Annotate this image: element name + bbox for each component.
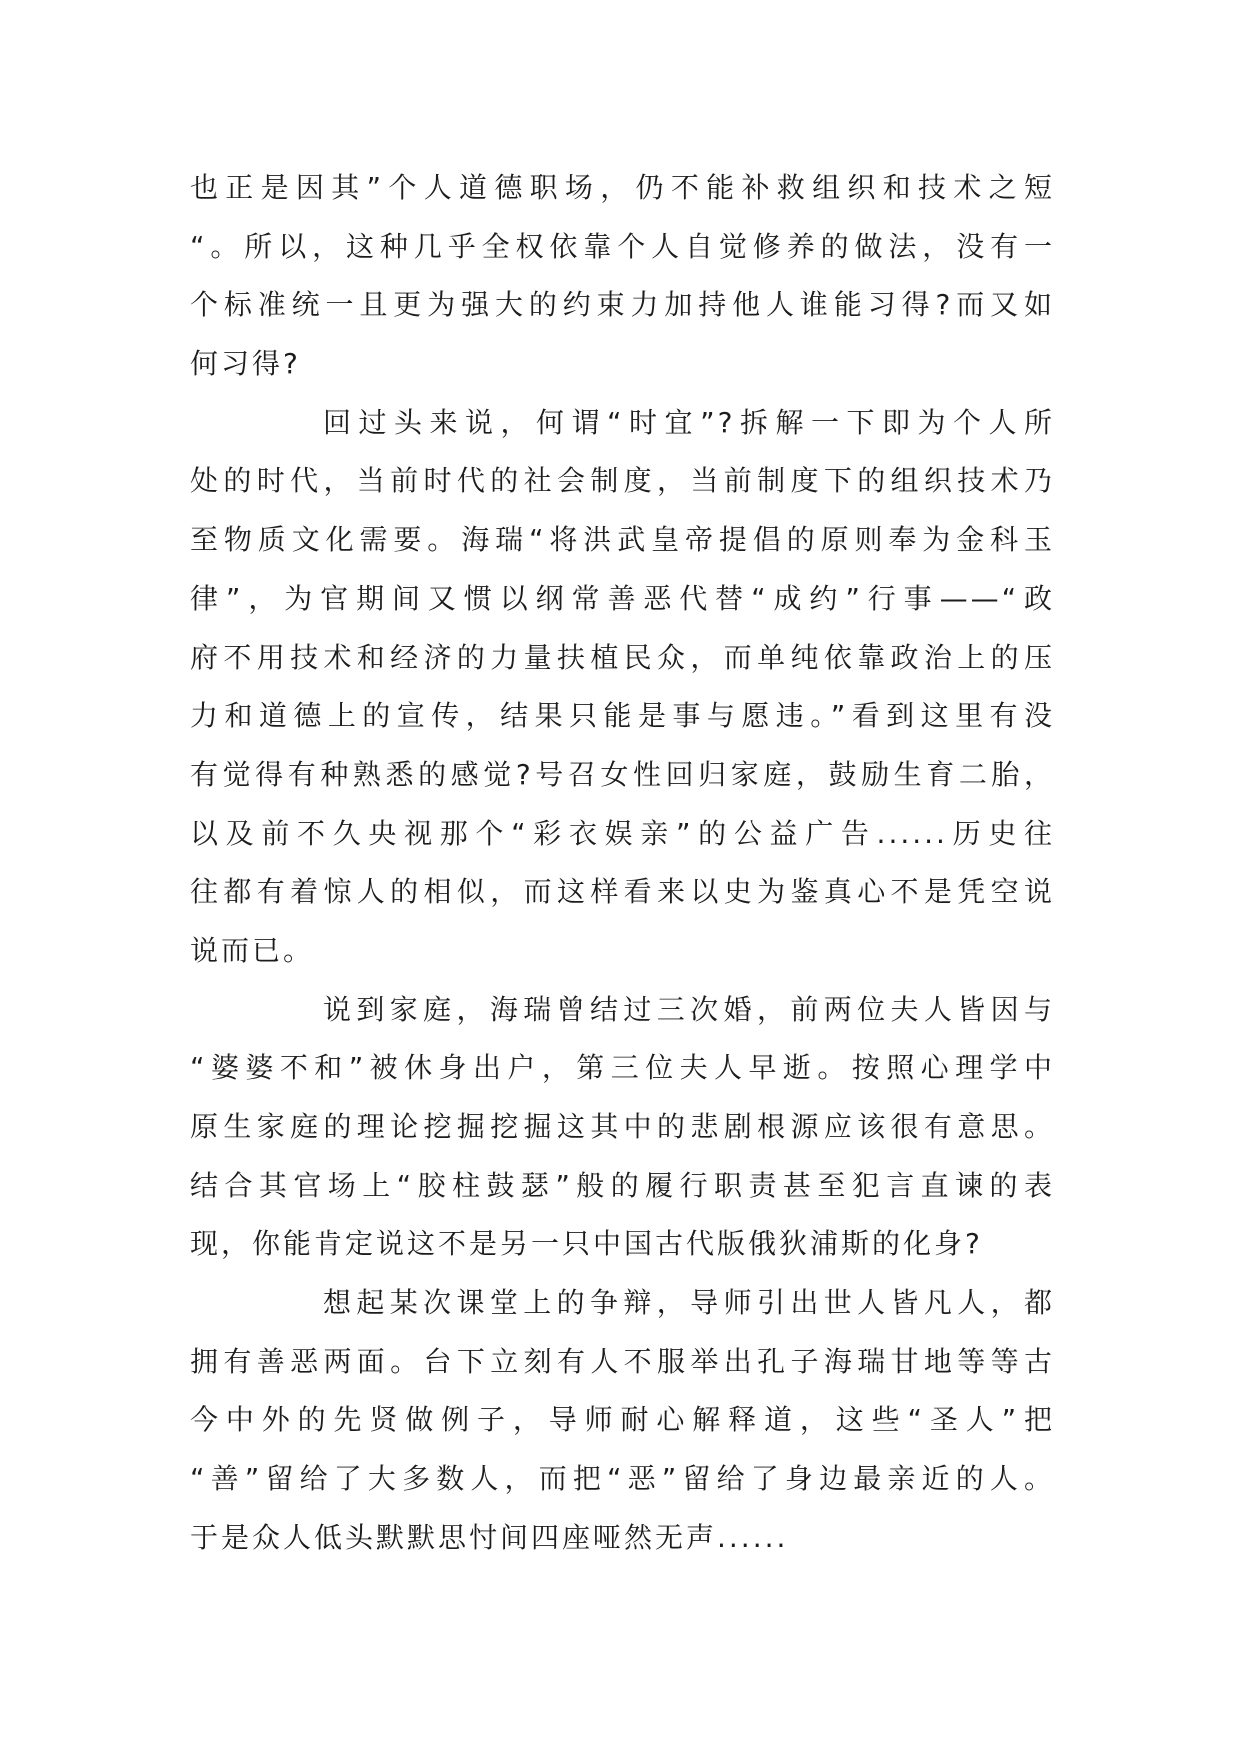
paragraph — [190, 159, 1055, 394]
text-line: 想起某次课堂上的争辩，导师引出世人皆凡人，都 — [323, 1286, 1055, 1320]
text-line: 说到家庭，海瑞曾结过三次婚，前两位夫人皆因与 — [323, 992, 1055, 1026]
text-line: 府不用技术和经济的力量扶植民众，而单纯依靠政治上的压 — [190, 640, 1055, 674]
paragraph — [190, 981, 1055, 1274]
text-line: 说而已。 — [190, 933, 315, 967]
paragraph — [190, 1274, 1055, 1567]
text-line: 现，你能肯定说这不是另一只中国古代版俄狄浦斯的化身? — [190, 1227, 983, 1261]
text-line: 今中外的先贤做例子，导师耐心解释道，这些“圣人”把 — [190, 1403, 1055, 1437]
paragraph — [190, 394, 1055, 981]
text-line: 以及前不久央视那个“彩衣娱亲”的公益广告......历史往 — [190, 816, 1055, 850]
text-line: 回过头来说，何谓“时宜”?拆解一下即为个人所 — [323, 405, 1055, 439]
text-line: 往都有着惊人的相似，而这样看来以史为鉴真心不是凭空说 — [190, 875, 1055, 909]
text-line: 有觉得有种熟悉的感觉?号召女性回归家庭，鼓励生育二胎， — [190, 757, 1055, 791]
text-line: 也正是因其”个人道德职场，仍不能补救组织和技术之短 — [190, 171, 1055, 204]
text-line: 原生家庭的理论挖掘挖掘这其中的悲剧根源应该很有意思。 — [190, 1110, 1055, 1143]
text-line: 至物质文化需要。海瑞“将洪武皇帝提倡的原则奉为金科玉 — [190, 523, 1055, 557]
text-line: “。所以，这种几乎全权依靠个人自觉修养的做法，没有一 — [190, 229, 1055, 263]
text-line: “婆婆不和”被休身出户，第三位夫人早逝。按照心理学中 — [190, 1051, 1055, 1085]
text-line: “善”留给了大多数人，而把“恶”留给了身边最亲近的人。 — [190, 1462, 1055, 1496]
document-body — [190, 159, 1055, 1568]
text-line: 处的时代，当前时代的社会制度，当前制度下的组织技术乃 — [190, 464, 1055, 498]
text-line: 何习得? — [190, 347, 301, 381]
text-line: 于是众人低头默默思忖间四座哑然无声...... — [190, 1520, 789, 1554]
text-line: 拥有善恶两面。台下立刻有人不服举出孔子海瑞甘地等等古 — [190, 1344, 1055, 1378]
text-line: 个标准统一且更为强大的约束力加持他人谁能习得?而又如 — [190, 288, 1055, 322]
text-line: 律”，为官期间又惯以纲常善恶代替“成约”行事——“政 — [190, 581, 1055, 615]
text-line: 结合其官场上“胶柱鼓瑟”般的履行职责甚至犯言直谏的表 — [190, 1168, 1055, 1202]
text-line: 力和道德上的宣传，结果只能是事与愿违。”看到这里有没 — [190, 699, 1055, 733]
